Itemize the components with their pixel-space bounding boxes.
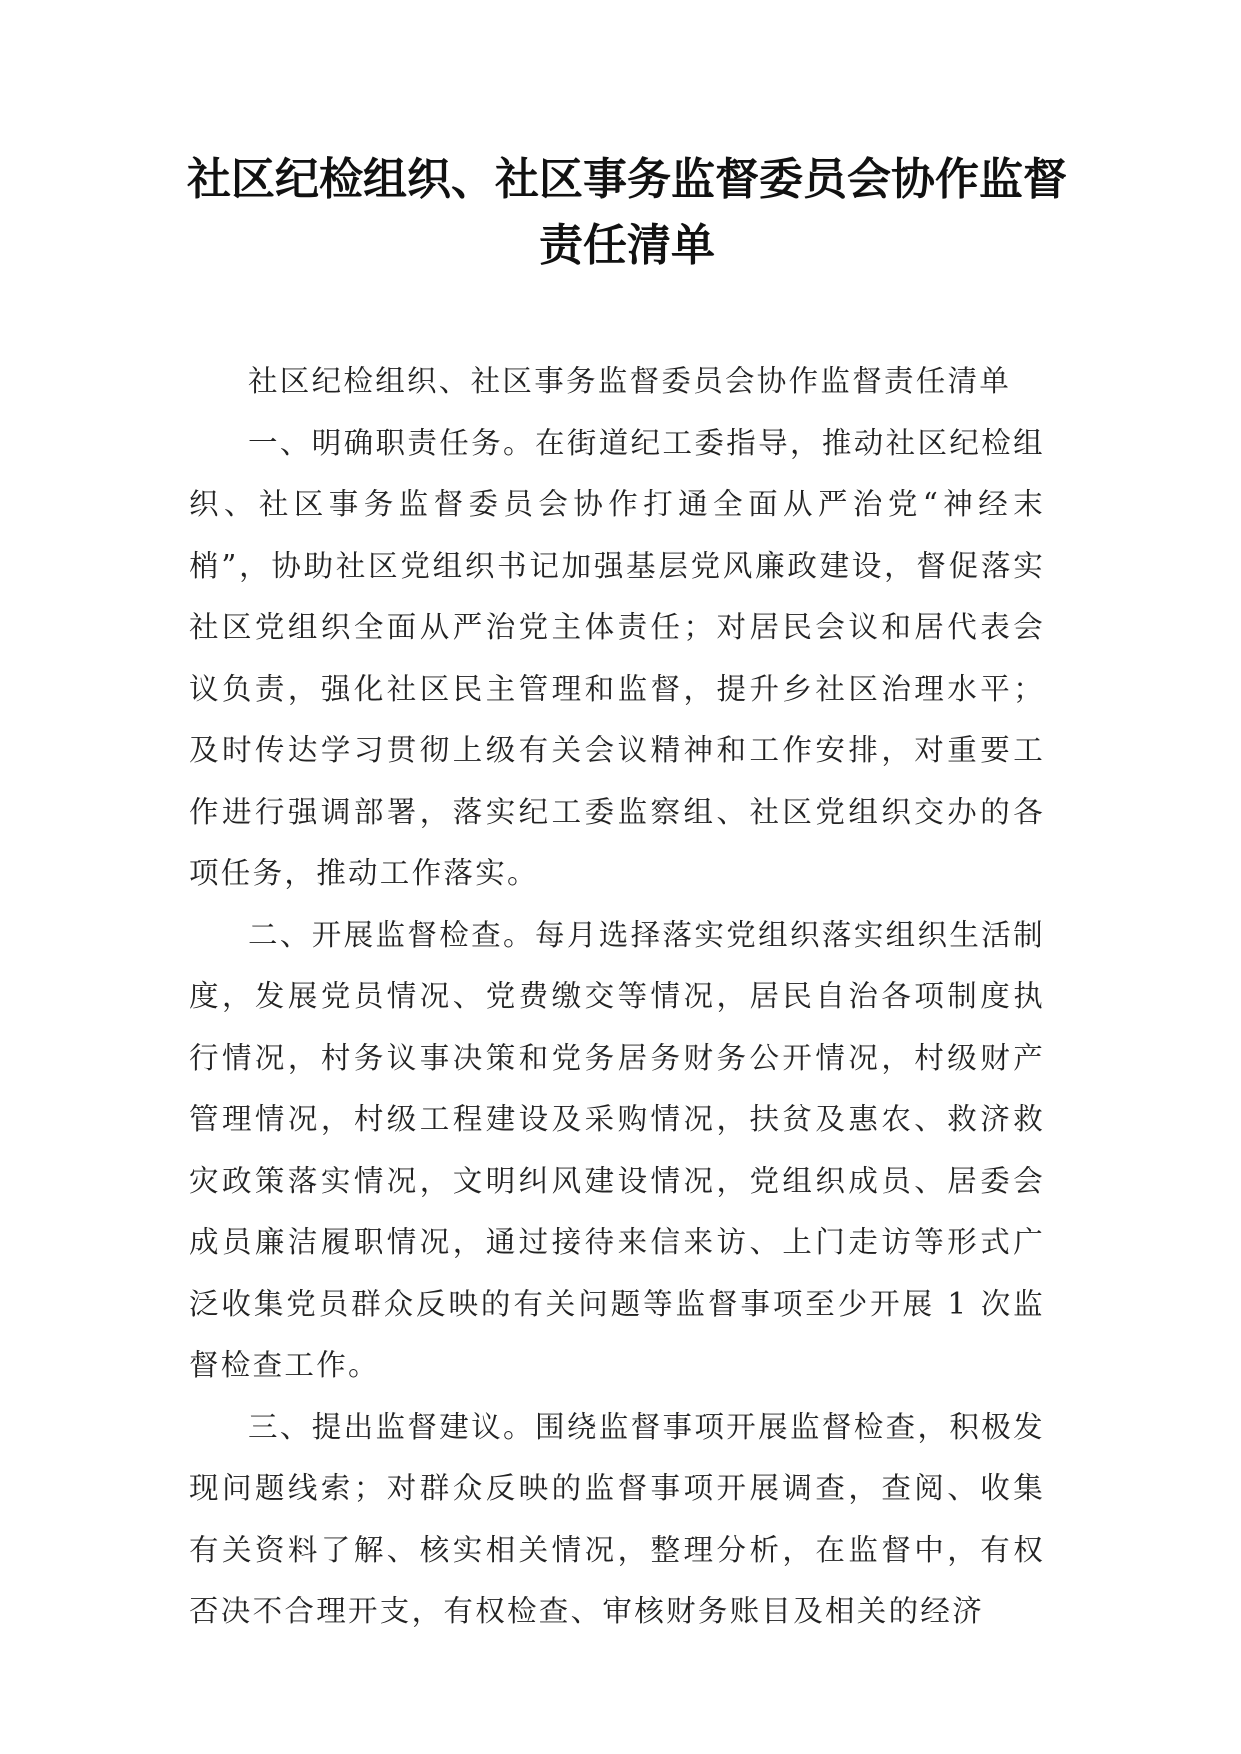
document-title: 社区纪检组织、社区事务监督委员会协作监督责任清单: [187, 154, 1067, 271]
paragraph-section-1: 一、明确职责任务。在街道纪工委指导，推动社区纪检组织、社区事务监督委员会协作打通全面从严治党“神经末梢”，协助社区党组织书记加强基层党风廉政建设，督促落实社区党组织全面从严治党主体责任；对居民会议和居代表会议负责，强化社区民主管理和监督，提升乡社区治理水平；及时传达学习贯彻上级有关会议精神和工作安排，对重要工作进行强调部署，落实纪工委监察组、社区党组织交办的各项任务，推动工作落实。: [189, 425, 1045, 890]
document-body: [189, 351, 1045, 1643]
paragraph-section-2: 二、开展监督检查。每月选择落实党组织落实组织生活制度，发展党员情况、党费缴交等情况，居民自治各项制度执行情况，村务议事决策和党务居务财务公开情况，村级财产管理情况，村级工程建设及采购情况，扶贫及惠农、救济救灾政策落实情况，文明纠风建设情况，党组织成员、居委会成员廉洁履职情况，通过接待来信来访、上门走访等形式广泛收集党员群众反映的有关问题等监督事项至少开展 1 次监督检查工作。: [189, 917, 1045, 1382]
paragraph-heading-repeat: 社区纪检组织、社区事务监督委员会协作监督责任清单: [248, 364, 1012, 398]
paragraph-section-3: 三、提出监督建议。围绕监督事项开展监督检查，积极发现问题线索；对群众反映的监督事项开展调查，查阅、收集有关资料了解、核实相关情况，整理分析，在监督中，有权否决不合理开支，有权检查、审核财务账目及相关的经济: [189, 1409, 1045, 1628]
